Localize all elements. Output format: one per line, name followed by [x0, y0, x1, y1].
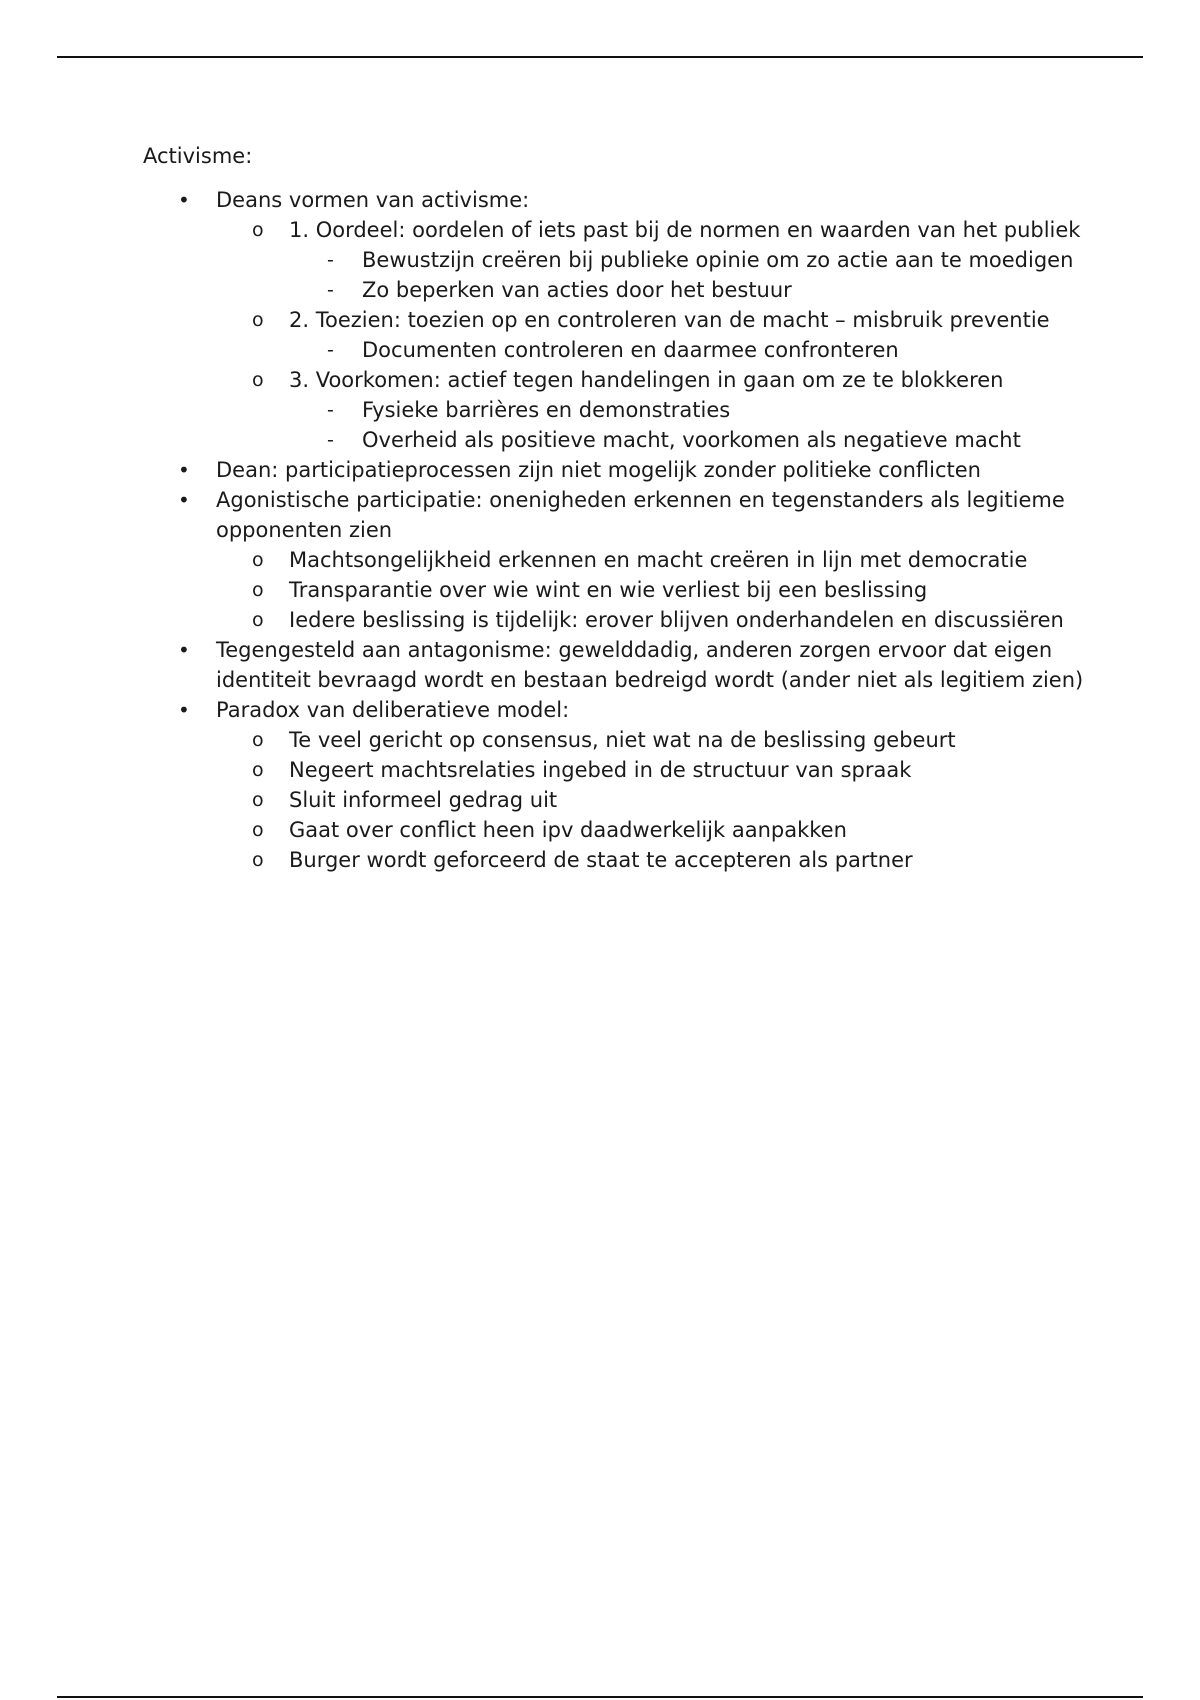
sub-sub-list-item [289, 395, 1093, 425]
sub-list-item [216, 815, 1093, 845]
sub-list-item [216, 305, 1093, 365]
sub-sub-list-item-text: Documenten controleren en daarmee confronteren [362, 338, 899, 362]
sub-list-item [216, 725, 1093, 755]
sub-sub-list [289, 335, 1093, 365]
sub-list-item [216, 215, 1093, 305]
circle-marker: o [252, 219, 264, 241]
list-item [143, 485, 1093, 635]
list-item [143, 695, 1093, 875]
section-heading: Activisme: [143, 144, 253, 168]
circle-marker: o [252, 789, 264, 811]
sub-sub-list-item [289, 335, 1093, 365]
sub-list-item [216, 845, 1093, 875]
sub-list-item [216, 755, 1093, 785]
sub-list [216, 215, 1093, 455]
list-item [143, 635, 1093, 695]
sub-list-item-text: Sluit informeel gedrag uit [289, 788, 558, 812]
sub-list-item-text: 1. Oordeel: oordelen of iets past bij de normen en waarden van het publiek [289, 218, 1081, 242]
sub-list-item-text: Burger wordt geforceerd de staat te accepteren als partner [289, 848, 913, 872]
sub-sub-list-item [289, 275, 1093, 305]
dash-marker: - [327, 249, 334, 271]
circle-marker: o [252, 369, 264, 391]
sub-list-item [216, 545, 1093, 575]
sub-sub-list [289, 245, 1093, 305]
circle-marker: o [252, 549, 264, 571]
list-item-text: Paradox van deliberatieve model: [216, 698, 570, 722]
dash-marker: - [327, 279, 334, 301]
sub-sub-list-item [289, 245, 1093, 275]
sub-list [216, 725, 1093, 875]
bullet-list [143, 185, 1093, 875]
circle-marker: o [252, 759, 264, 781]
sub-list-item-text: Transparantie over wie wint en wie verliest bij een beslissing [289, 578, 928, 602]
bullet-marker: • [178, 458, 190, 482]
list-item [143, 185, 1093, 455]
sub-sub-list-item-text: Overheid als positieve macht, voorkomen als negatieve macht [362, 428, 1021, 452]
sub-list-item [216, 605, 1093, 635]
circle-marker: o [252, 609, 264, 631]
sub-list-item-text: 3. Voorkomen: actief tegen handelingen in gaan om ze te blokkeren [289, 368, 1004, 392]
sub-sub-list-item [289, 425, 1093, 455]
sub-sub-list-item-text: Bewustzijn creëren bij publieke opinie om zo actie aan te moedigen [362, 248, 1074, 272]
dash-marker: - [327, 399, 334, 421]
sub-list-item [216, 575, 1093, 605]
sub-list-item-text: Gaat over conflict heen ipv daadwerkelijk aanpakken [289, 818, 847, 842]
sub-list-item-text: Negeert machtsrelaties ingebed in de structuur van spraak [289, 758, 912, 782]
list-item-text: Agonistische participatie: onenigheden erkennen en tegenstanders als legitieme opponenten zien [216, 488, 1065, 542]
circle-marker: o [252, 729, 264, 751]
sub-list-item [216, 785, 1093, 815]
circle-marker: o [252, 819, 264, 841]
dash-marker: - [327, 339, 334, 361]
dash-marker: - [327, 429, 334, 451]
bullet-marker: • [178, 488, 190, 512]
bottom-rule [57, 1696, 1143, 1698]
sub-sub-list-item-text: Zo beperken van acties door het bestuur [362, 278, 792, 302]
list-item-text: Tegengesteld aan antagonisme: gewelddadig, anderen zorgen ervoor dat eigen identiteit bevraagd wordt en bestaan bedreigd wordt (ander niet als legitiem zien) [216, 638, 1084, 692]
sub-list-item-text: Iedere beslissing is tijdelijk: erover blijven onderhandelen en discussiëren [289, 608, 1064, 632]
list-item-text: Dean: participatieprocessen zijn niet mogelijk zonder politieke conflicten [216, 458, 981, 482]
circle-marker: o [252, 309, 264, 331]
bullet-marker: • [178, 638, 190, 662]
bullet-marker: • [178, 188, 190, 212]
circle-marker: o [252, 579, 264, 601]
list-item-text: Deans vormen van activisme: [216, 188, 530, 212]
list-item [143, 455, 1093, 485]
sub-sub-list-item-text: Fysieke barrières en demonstraties [362, 398, 731, 422]
sub-list-item-text: Machtsongelijkheid erkennen en macht creëren in lijn met democratie [289, 548, 1028, 572]
document-body [143, 141, 1093, 875]
sub-list [216, 545, 1093, 635]
sub-list-item [216, 365, 1093, 455]
bullet-marker: • [178, 698, 190, 722]
sub-list-item-text: Te veel gericht op consensus, niet wat na de beslissing gebeurt [289, 728, 956, 752]
circle-marker: o [252, 849, 264, 871]
sub-sub-list [289, 395, 1093, 455]
sub-list-item-text: 2. Toezien: toezien op en controleren van de macht – misbruik preventie [289, 308, 1050, 332]
top-rule [57, 56, 1143, 58]
